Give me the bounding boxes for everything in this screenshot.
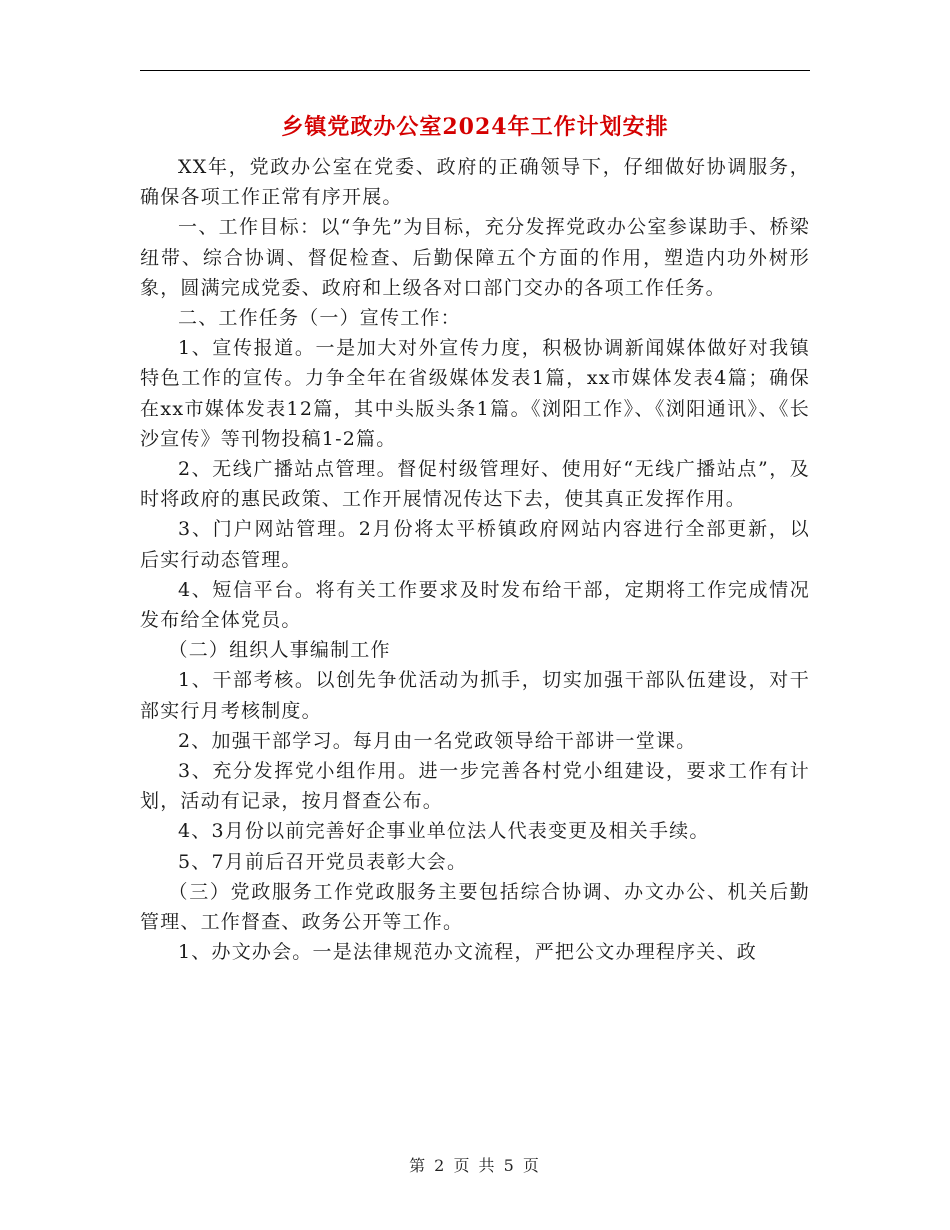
paragraph-legal-representative: 4、3月份以前完善好企事业单位法人代表变更及相关手续。	[178, 820, 710, 843]
paragraph-party-groups: 3、充分发挥党小组作用。进一步完善各村党小组建设，要求工作有计划，活动有记录，按月督查公布。	[140, 760, 810, 813]
paragraph-cadre-assessment: 1、干部考核。以创先争优活动为抓手，切实加强干部队伍建设，对干部实行月考核制度。	[140, 669, 810, 722]
document-body	[140, 152, 810, 967]
page-title: 乡镇党政办公室2024年工作计划安排	[281, 114, 669, 140]
section-heading-organization: （二）组织人事编制工作	[168, 639, 391, 662]
paragraph-goals: 一、工作目标：以“争先”为目标，充分发挥党政办公室参谋助手、桥梁纽带、综合协调、督促检查、后勤保障五个方面的作用，塑造内功外树形象，圆满完成党委、政府和上级各对口部门交办的各项工作任务。	[140, 216, 810, 299]
paragraph-cadre-study: 2、加强干部学习。每月由一名党政领导给干部讲一堂课。	[178, 729, 697, 752]
paragraph-tasks-heading: 二、工作任务（一）宣传工作：	[178, 307, 461, 330]
paragraph-sms-platform: 4、短信平台。将有关工作要求及时发布给干部，定期将工作完成情况发布给全体党员。	[140, 578, 810, 632]
header-rule	[140, 70, 810, 71]
page-number-footer: 第 2 页 共 5 页	[409, 1156, 541, 1175]
paragraph-commendation-meeting: 5、7月前后召开党员表彰大会。	[178, 850, 468, 873]
section-heading-party-service: （三）党政服务工作党政服务主要包括综合协调、办文办公、机关后勤管理、工作督查、政务公开等工作。	[140, 880, 810, 934]
paragraph-publicity-reporting: 1、宣传报道。一是加大对外宣传力度，积极协调新闻媒体做好对我镇特色工作的宣传。力争全年在省级媒体发表1篇，xx市媒体发表4篇；确保在xx市媒体发表12篇，其中头版头条1篇。《浏阳工作》、《浏阳通讯》、《长沙宣传》等刊物投稿1-2篇。	[140, 337, 810, 450]
paragraph-broadcast-stations: 2、无线广播站点管理。督促村级管理好、使用好“无线广播站点”，及时将政府的惠民政策、工作开展情况传达下去，使其真正发挥作用。	[140, 458, 810, 511]
paragraph-document-handling: 1、办文办会。一是法律规范办文流程，严把公文办理程序关、政	[178, 941, 757, 964]
paragraph-portal-website: 3、门户网站管理。2月份将太平桥镇政府网站内容进行全部更新，以后实行动态管理。	[140, 518, 810, 571]
paragraph-intro: XX年，党政办公室在党委、政府的正确领导下，仔细做好协调服务，确保各项工作正常有序开展。	[140, 156, 810, 209]
